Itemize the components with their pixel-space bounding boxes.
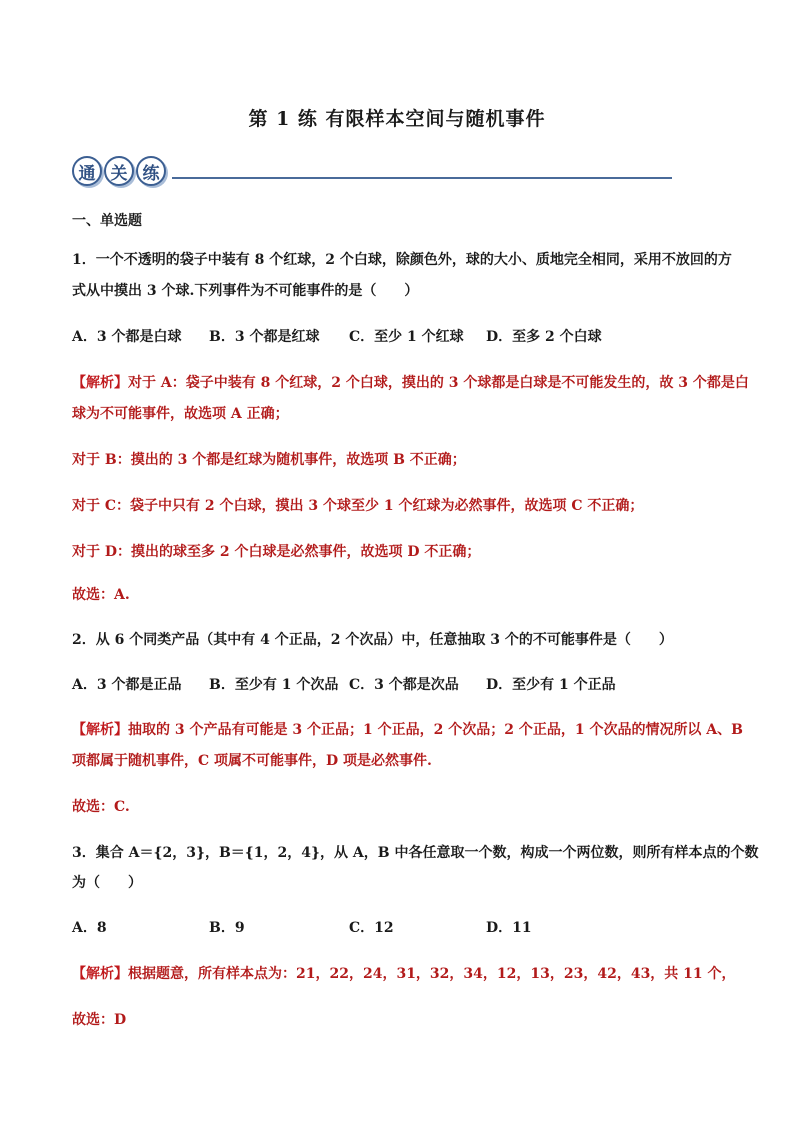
solution-1-line-1 <box>72 373 749 393</box>
solution-text: 抽取的 3 个产品有可能是 3 个正品；1 个正品，2 个次品；2 个正品，1 个次品的情况所以 A、B <box>128 722 744 738</box>
option-b: B．9 <box>209 920 245 936</box>
solution-2-line-1 <box>72 720 743 740</box>
question-1-line-1: 1．一个不透明的袋子中装有 8 个红球，2 个白球，除颜色外，球的大小、质地完全相同，采用不放回的方 <box>72 252 732 268</box>
page-title: 第 1 练 有限样本空间与随机事件 <box>248 108 546 130</box>
banner-divider <box>172 177 672 179</box>
question-3-line-2: 为（ ） <box>72 875 142 891</box>
option-b: B．3 个都是红球 <box>209 329 320 345</box>
option-c: C．3 个都是次品 <box>349 677 459 693</box>
option-a: A．8 <box>72 920 107 936</box>
option-d: D．至少有 1 个正品 <box>486 677 616 693</box>
solution-tag: 【解析】 <box>72 722 128 738</box>
solution-1-line-3: 对于 B：摸出的 3 个都是红球为随机事件，故选项 B 不正确； <box>72 452 466 468</box>
solution-1-line-5: 对于 D：摸出的球至多 2 个白球是必然事件，故选项 D 不正确； <box>72 544 481 560</box>
option-a: A．3 个都是正品 <box>72 677 182 693</box>
question-1-line-2: 式从中摸出 3 个球.下列事件为不可能事件的是（ ） <box>72 283 419 299</box>
banner-badge: 关 <box>104 156 134 186</box>
answer-2: 故选：C. <box>72 799 130 815</box>
answer-3: 故选：D <box>72 1012 127 1028</box>
banner-badge: 通 <box>72 156 102 186</box>
section-heading: 一、单选题 <box>72 213 142 229</box>
solution-tag: 【解析】 <box>72 375 128 391</box>
option-b: B．至少有 1 个次品 <box>209 677 339 693</box>
banner-badges <box>72 156 166 186</box>
section-banner <box>72 156 672 190</box>
solution-1-line-4: 对于 C：袋子中只有 2 个白球，摸出 3 个球至少 1 个红球为必然事件，故选项 C 不正确； <box>72 498 644 514</box>
solution-text: 根据题意，所有样本点为：21，22，24，31，32，34，12，13，23，42，43，共 11 个， <box>128 966 736 982</box>
option-c: C．至少 1 个红球 <box>349 329 464 345</box>
question-2-line-1: 2．从 6 个同类产品（其中有 4 个正品，2 个次品）中，任意抽取 3 个的不可能事件是（ ） <box>72 632 673 648</box>
solution-1-line-2: 球为不可能事件，故选项 A 正确； <box>72 406 289 422</box>
answer-1: 故选：A. <box>72 587 130 603</box>
banner-badge: 练 <box>136 156 166 186</box>
solution-tag: 【解析】 <box>72 966 128 982</box>
solution-3-line-1 <box>72 964 736 984</box>
option-d: D．至多 2 个白球 <box>486 329 602 345</box>
option-c: C．12 <box>349 920 394 936</box>
solution-2-line-2: 项都属于随机事件，C 项属不可能事件，D 项是必然事件. <box>72 753 432 769</box>
solution-text: 对于 A：袋子中装有 8 个红球，2 个白球，摸出的 3 个球都是白球是不可能发生的，故 3 个都是白 <box>128 375 749 391</box>
option-d: D．11 <box>486 920 532 936</box>
option-a: A．3 个都是白球 <box>72 329 182 345</box>
question-3-line-1: 3．集合 A＝{2，3}，B＝{1，2，4}，从 A，B 中各任意取一个数，构成一个两位数，则所有样本点的个数 <box>72 845 759 861</box>
